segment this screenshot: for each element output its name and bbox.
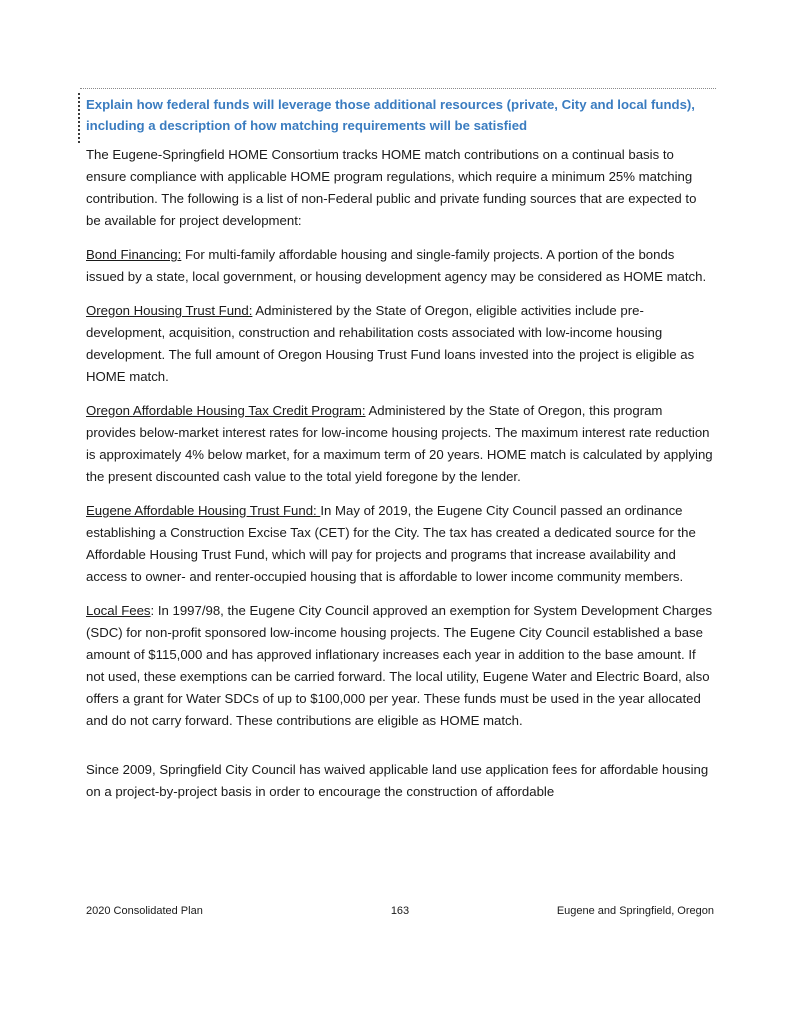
section-question: Explain how federal funds will leverage those additional resources (private, City and local funds), including a description of how matching requirements will be satisfied — [86, 97, 695, 133]
source-title: Oregon Housing Trust Fund: — [86, 303, 253, 318]
source-eugene-housing-trust-fund — [86, 500, 714, 588]
closing-paragraph: Since 2009, Springfield City Council has waived applicable land use application fees for affordable housing on a project-by-project basis in order to encourage the construction of affordable — [86, 762, 709, 799]
source-text: : In 1997/98, the Eugene City Council approved an exemption for System Development Charges (SDC) for non-profit sponsored low-income housing projects. The Eugene City Council established a base amount of $115,000 and has approved inflationary increases each year in addition to the base amount. If not used, these exemptions can be carried forward. The local utility, Eugene Water and Electric Board, also offers a grant for Water SDCs of up to $100,000 per year. These funds must be used in the year allocated and do not carry forward. These contributions are eligible as HOME match. — [86, 603, 713, 728]
body-content — [86, 144, 714, 815]
question-border-left — [78, 93, 80, 143]
source-title: Eugene Affordable Housing Trust Fund: — [86, 503, 321, 518]
source-oregon-housing-trust-fund — [86, 300, 714, 388]
footer-page-number: 163 — [390, 905, 410, 917]
source-title: Bond Financing: — [86, 247, 182, 262]
intro-paragraph: The Eugene-Springfield HOME Consortium tracks HOME match contributions on a continual basis to ensure compliance with applicable HOME program regulations, which require a minimum 25% matching contribution. The following is a list of non-Federal public and private funding sources that are expected to be available for project development: — [86, 147, 697, 228]
source-oregon-tax-credit-program — [86, 400, 714, 488]
footer-document-title: 2020 Consolidated Plan — [86, 905, 203, 917]
source-local-fees — [86, 600, 714, 732]
source-text: For multi-family affordable housing and single-family projects. A portion of the bonds issued by a state, local government, or housing development agency may be considered as HOME match. — [86, 247, 707, 284]
source-bond-financing — [86, 244, 714, 288]
page-footer — [86, 903, 714, 919]
source-text: Administered by the State of Oregon, eligible activities include pre-development, acquisition, construction and rehabilitation costs associated with low-income housing development. The full amount of Oregon Housing Trust Fund loans invested into the project is eligible as HOME match. — [86, 303, 695, 384]
source-text: Administered by the State of Oregon, this program provides below-market interest rates for low-income housing projects. The maximum interest rate reduction is approximately 4% below market, for a maximum term of 20 years. HOME match is calculated by applying the present discounted cash value to the total yield foregone by the lender. — [86, 403, 713, 484]
source-title: Oregon Affordable Housing Tax Credit Program: — [86, 403, 366, 418]
source-text: In May of 2019, the Eugene City Council passed an ordinance establishing a Construction Excise Tax (CET) for the City. The tax has created a dedicated source for the Affordable Housing Trust Fund, which will pay for projects and programs that increase availability and access to owner- and renter-occupied housing that is affordable to lower income community members. — [86, 503, 696, 584]
question-border-top — [80, 88, 716, 89]
source-title: Local Fees — [86, 603, 151, 618]
footer-jurisdiction: Eugene and Springfield, Oregon — [556, 905, 714, 917]
